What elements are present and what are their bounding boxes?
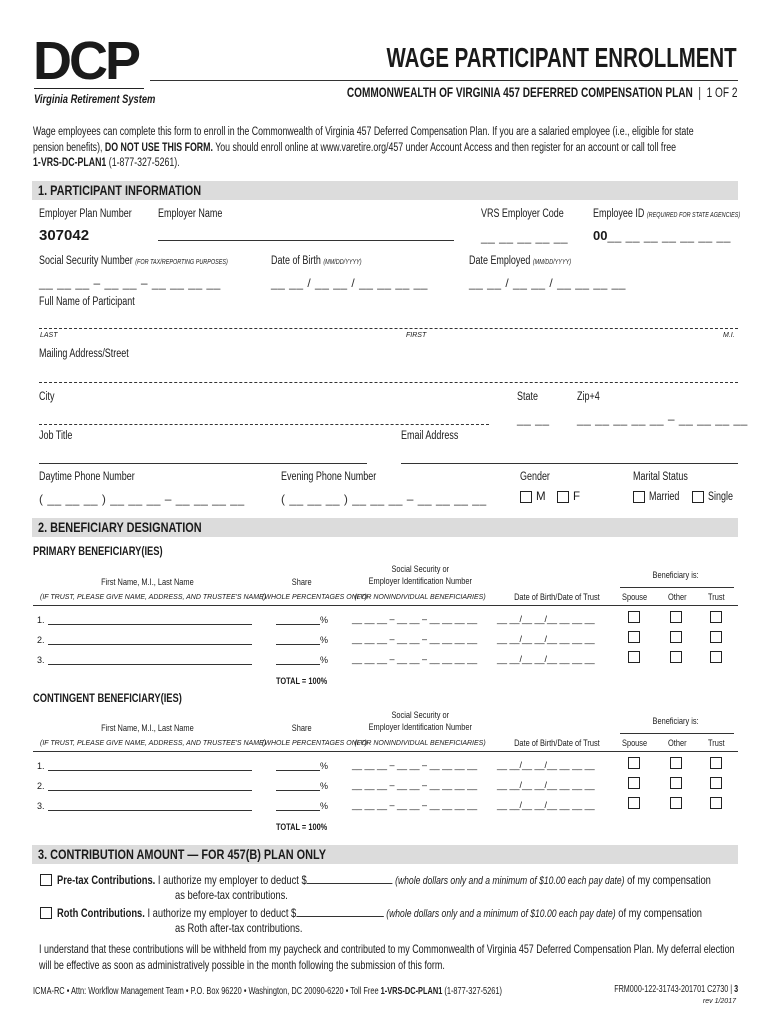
city-label: City [39, 391, 55, 403]
contingent-col-trust: Trust [708, 738, 725, 749]
contingent-col-other: Other [668, 738, 687, 749]
job-title-label: Job Title [39, 430, 73, 442]
beneficiary-dob-field[interactable]: __ __/__ __/__ __ __ __ [497, 634, 595, 644]
trust-checkbox[interactable] [710, 631, 722, 643]
beneficiary-ssn-field[interactable]: __ __ __ – __ __ – __ __ __ __ [352, 614, 478, 624]
spouse-checkbox[interactable] [628, 757, 640, 769]
evening-phone-label: Evening Phone Number [281, 471, 377, 483]
row-number: 2. [37, 781, 45, 791]
form-subtitle: COMMONWEALTH OF VIRGINIA 457 DEFERRED COMPENSATION PLAN | 1 OF 2 [346, 84, 737, 100]
footer-form-code: FRM000-122-31743-201701 C2730 | 3 [614, 984, 738, 995]
other-checkbox[interactable] [670, 611, 682, 623]
footer-revision: rev 1/2017 [702, 998, 736, 1005]
employer-plan-number-label: Employer Plan Number [39, 208, 132, 220]
share-field[interactable] [276, 644, 320, 645]
single-label: Single [708, 491, 733, 503]
row-number: 2. [37, 635, 45, 645]
contingent-col-name-note: (IF TRUST, PLEASE GIVE NAME, ADDRESS, AND TRUSTEE'S NAME) [40, 740, 267, 747]
beneficiary-ssn-field[interactable]: __ __ __ – __ __ – __ __ __ __ [352, 800, 478, 810]
percent-sign: % [320, 635, 329, 645]
percent-sign: % [320, 615, 329, 625]
intro-text: Wage employees can complete this form to enroll in the Commonwealth of Virginia 457 Deferred Compensation Plan. If you are a salaried employee (i.e., eligible for state pension benefits), DO NOT USE THIS FORM. You should enroll online at www.varetire.org/457 under Account Access and then register for an account or call toll free 1-VRS-DC-PLAN1 (1-877-327-5261). [33, 126, 694, 169]
title-rule [150, 80, 738, 81]
vrs-employer-code-field[interactable]: __ __ __ __ __ [481, 230, 569, 244]
married-label: Married [649, 491, 680, 503]
ssn-field[interactable]: __ __ __ – __ __ – __ __ __ __ [39, 276, 221, 290]
primary-beneficiary-is: Beneficiary is: [652, 570, 700, 581]
section-3-header: 3. CONTRIBUTION AMOUNT — FOR 457(B) PLAN ONLY [32, 845, 738, 864]
employee-id-label: Employee ID (REQUIRED FOR STATE AGENCIES) [593, 208, 741, 220]
roth-checkbox[interactable] [40, 907, 52, 919]
gender-label: Gender [520, 471, 550, 483]
beneficiary-ssn-field[interactable]: __ __ __ – __ __ – __ __ __ __ [352, 780, 478, 790]
contingent-col-spouse: Spouse [622, 738, 648, 749]
contingent-col-ssn-note: (FOR NONINDIVIDUAL BENEFICIARIES) [354, 740, 486, 747]
beneficiary-name-field[interactable] [48, 810, 252, 811]
section-2-header: 2. BENEFICIARY DESIGNATION [32, 518, 738, 537]
beneficiary-ssn-field[interactable]: __ __ __ – __ __ – __ __ __ __ [352, 634, 478, 644]
job-title-field[interactable] [39, 463, 367, 464]
single-checkbox[interactable] [692, 491, 704, 503]
employer-name-field[interactable] [158, 240, 454, 241]
full-name-field[interactable] [39, 328, 738, 329]
footer-address: ICMA-RC • Attn: Workflow Management Team • P.O. Box 96220 • Washington, DC 20090-6220 • Toll Free 1-VRS-DC-PLAN1 (1-877-327-5261) [33, 986, 502, 997]
logo-divider [34, 88, 144, 89]
mi-caption: M.I. [723, 332, 735, 339]
percent-sign: % [320, 655, 329, 665]
beneficiary-dob-field[interactable]: __ __/__ __/__ __ __ __ [497, 760, 595, 770]
zip-field[interactable]: __ __ __ __ __ – __ __ __ __ [577, 412, 748, 426]
evening-phone-field[interactable]: ( __ __ __ ) __ __ __ – __ __ __ __ [281, 492, 487, 506]
other-checkbox[interactable] [670, 757, 682, 769]
primary-col-ssn: Social Security or Employer Identification Number [368, 564, 472, 587]
row-number: 3. [37, 801, 45, 811]
roth-amount-field[interactable] [296, 916, 383, 917]
gender-f-checkbox[interactable] [557, 491, 569, 503]
share-field[interactable] [276, 664, 320, 665]
primary-col-ssn-note: (FOR NONINDIVIDUAL BENEFICIARIES) [354, 594, 486, 601]
contingent-beneficiary-is: Beneficiary is: [652, 716, 700, 727]
email-field[interactable] [401, 463, 738, 464]
contingent-table-rule [33, 751, 738, 752]
row-number: 1. [37, 615, 45, 625]
primary-col-name: First Name, M.I., Last Name [101, 577, 194, 588]
spouse-checkbox[interactable] [628, 777, 640, 789]
beneficiary-name-field[interactable] [48, 664, 252, 665]
state-label: State [517, 391, 538, 403]
beneficiary-dob-field[interactable]: __ __/__ __/__ __ __ __ [497, 614, 595, 624]
contingent-beneficiaries-title: CONTINGENT BENEFICIARY(IES) [33, 691, 182, 705]
spouse-checkbox[interactable] [628, 611, 640, 623]
zip-label: Zip+4 [577, 391, 600, 403]
beneficiary-ssn-field[interactable]: __ __ __ – __ __ – __ __ __ __ [352, 760, 478, 770]
email-label: Email Address [401, 430, 459, 442]
beneficiary-name-field[interactable] [48, 624, 252, 625]
spouse-checkbox[interactable] [628, 631, 640, 643]
row-number: 3. [37, 655, 45, 665]
beneficiary-name-field[interactable] [48, 790, 252, 791]
trust-checkbox[interactable] [710, 797, 722, 809]
pretax-amount-field[interactable] [307, 883, 393, 884]
vrs-employer-code-label: VRS Employer Code [481, 208, 564, 220]
beneficiary-name-field[interactable] [48, 644, 252, 645]
gender-m-checkbox[interactable] [520, 491, 532, 503]
spouse-checkbox[interactable] [628, 651, 640, 663]
pretax-text-line2: as before-tax contributions. [175, 888, 288, 902]
primary-col-dob: Date of Birth/Date of Trust [514, 592, 600, 603]
marital-status-label: Marital Status [633, 471, 688, 483]
row-number: 1. [37, 761, 45, 771]
first-name-caption: FIRST [406, 332, 427, 339]
mailing-address-label: Mailing Address/Street [39, 348, 129, 360]
roth-text-line2: as Roth after-tax contributions. [175, 921, 303, 935]
contingent-header-rule [620, 733, 734, 734]
state-field[interactable]: __ __ [517, 412, 550, 426]
trust-checkbox[interactable] [710, 651, 722, 663]
date-employed-label: Date Employed (MM/DD/YYYY) [469, 255, 572, 267]
beneficiary-dob-field[interactable]: __ __/__ __/__ __ __ __ [497, 654, 595, 664]
contingent-col-dob: Date of Birth/Date of Trust [514, 738, 600, 749]
primary-total: TOTAL = 100% [276, 676, 328, 687]
employer-name-label: Employer Name [158, 208, 223, 220]
org-name: Virginia Retirement System [34, 92, 156, 106]
pretax-text: Pre-tax Contributions. I authorize my employer to deduct $ (whole dollars only and a minimum of $10.00 each pay date) of my compensation [57, 873, 711, 887]
daytime-phone-label: Daytime Phone Number [39, 471, 135, 483]
mailing-address-field[interactable] [39, 382, 738, 383]
percent-sign: % [320, 761, 329, 771]
city-field[interactable] [39, 424, 489, 425]
share-field[interactable] [276, 810, 320, 811]
gender-f-label: F [573, 491, 581, 503]
beneficiary-name-field[interactable] [48, 770, 252, 771]
gender-m-label: M [536, 491, 546, 503]
employee-id-field[interactable]: 00__ __ __ __ __ __ __ [593, 228, 731, 243]
ssn-label: Social Security Number (FOR TAX/REPORTING PURPOSES) [39, 255, 228, 267]
trust-checkbox[interactable] [710, 611, 722, 623]
married-checkbox[interactable] [633, 491, 645, 503]
dcp-logo: DCP [33, 31, 139, 91]
date-employed-field[interactable]: __ __ / __ __ / __ __ __ __ [469, 276, 626, 290]
other-checkbox[interactable] [670, 651, 682, 663]
share-field[interactable] [276, 624, 320, 625]
primary-beneficiaries-title: PRIMARY BENEFICIARY(IES) [33, 544, 163, 558]
percent-sign: % [320, 781, 329, 791]
primary-col-other: Other [668, 592, 687, 603]
primary-col-share-note: (WHOLE PERCENTAGES ONLY) [262, 594, 368, 601]
beneficiary-dob-field[interactable]: __ __/__ __/__ __ __ __ [497, 800, 595, 810]
contingent-col-share: Share [292, 723, 312, 734]
section-1-header: 1. PARTICIPANT INFORMATION [32, 181, 738, 200]
employer-plan-number[interactable]: 307042 [39, 227, 90, 244]
share-field[interactable] [276, 770, 320, 771]
share-field[interactable] [276, 790, 320, 791]
full-name-label: Full Name of Participant [39, 296, 135, 308]
trust-checkbox[interactable] [710, 777, 722, 789]
last-name-caption: LAST [40, 332, 58, 339]
contingent-col-name: First Name, M.I., Last Name [101, 723, 194, 734]
primary-table-rule [33, 605, 738, 606]
pretax-checkbox[interactable] [40, 874, 52, 886]
beneficiary-ssn-field[interactable]: __ __ __ – __ __ – __ __ __ __ [352, 654, 478, 664]
primary-col-spouse: Spouse [622, 592, 648, 603]
beneficiary-dob-field[interactable]: __ __/__ __/__ __ __ __ [497, 780, 595, 790]
other-checkbox[interactable] [670, 797, 682, 809]
dob-label: Date of Birth (MM/DD/YYYY) [271, 255, 362, 267]
primary-col-name-note: (IF TRUST, PLEASE GIVE NAME, ADDRESS, AND TRUSTEE'S NAME) [40, 594, 267, 601]
authorization-paragraph: I understand that these contributions will be withheld from my paycheck and contributed to my Commonwealth of Virginia 457 Deferred Compensation Plan. My deferral election will be effective as soon as administratively possible in the month following the submission of this form. [39, 942, 735, 972]
percent-sign: % [320, 801, 329, 811]
primary-col-trust: Trust [708, 592, 725, 603]
spouse-checkbox[interactable] [628, 797, 640, 809]
primary-header-rule [620, 587, 734, 588]
trust-checkbox[interactable] [710, 757, 722, 769]
contingent-total: TOTAL = 100% [276, 822, 328, 833]
roth-text: Roth Contributions. I authorize my employer to deduct $ (whole dollars only and a minimum of $10.00 each pay date) of my compensation [57, 906, 703, 920]
daytime-phone-field[interactable]: ( __ __ __ ) __ __ __ – __ __ __ __ [39, 492, 245, 506]
contingent-col-share-note: (WHOLE PERCENTAGES ONLY) [262, 740, 368, 747]
primary-col-share: Share [292, 577, 312, 588]
other-checkbox[interactable] [670, 631, 682, 643]
other-checkbox[interactable] [670, 777, 682, 789]
contingent-col-ssn: Social Security or Employer Identification Number [368, 710, 472, 733]
dob-field[interactable]: __ __ / __ __ / __ __ __ __ [271, 276, 428, 290]
form-title: WAGE PARTICIPANT ENROLLMENT [386, 42, 737, 73]
